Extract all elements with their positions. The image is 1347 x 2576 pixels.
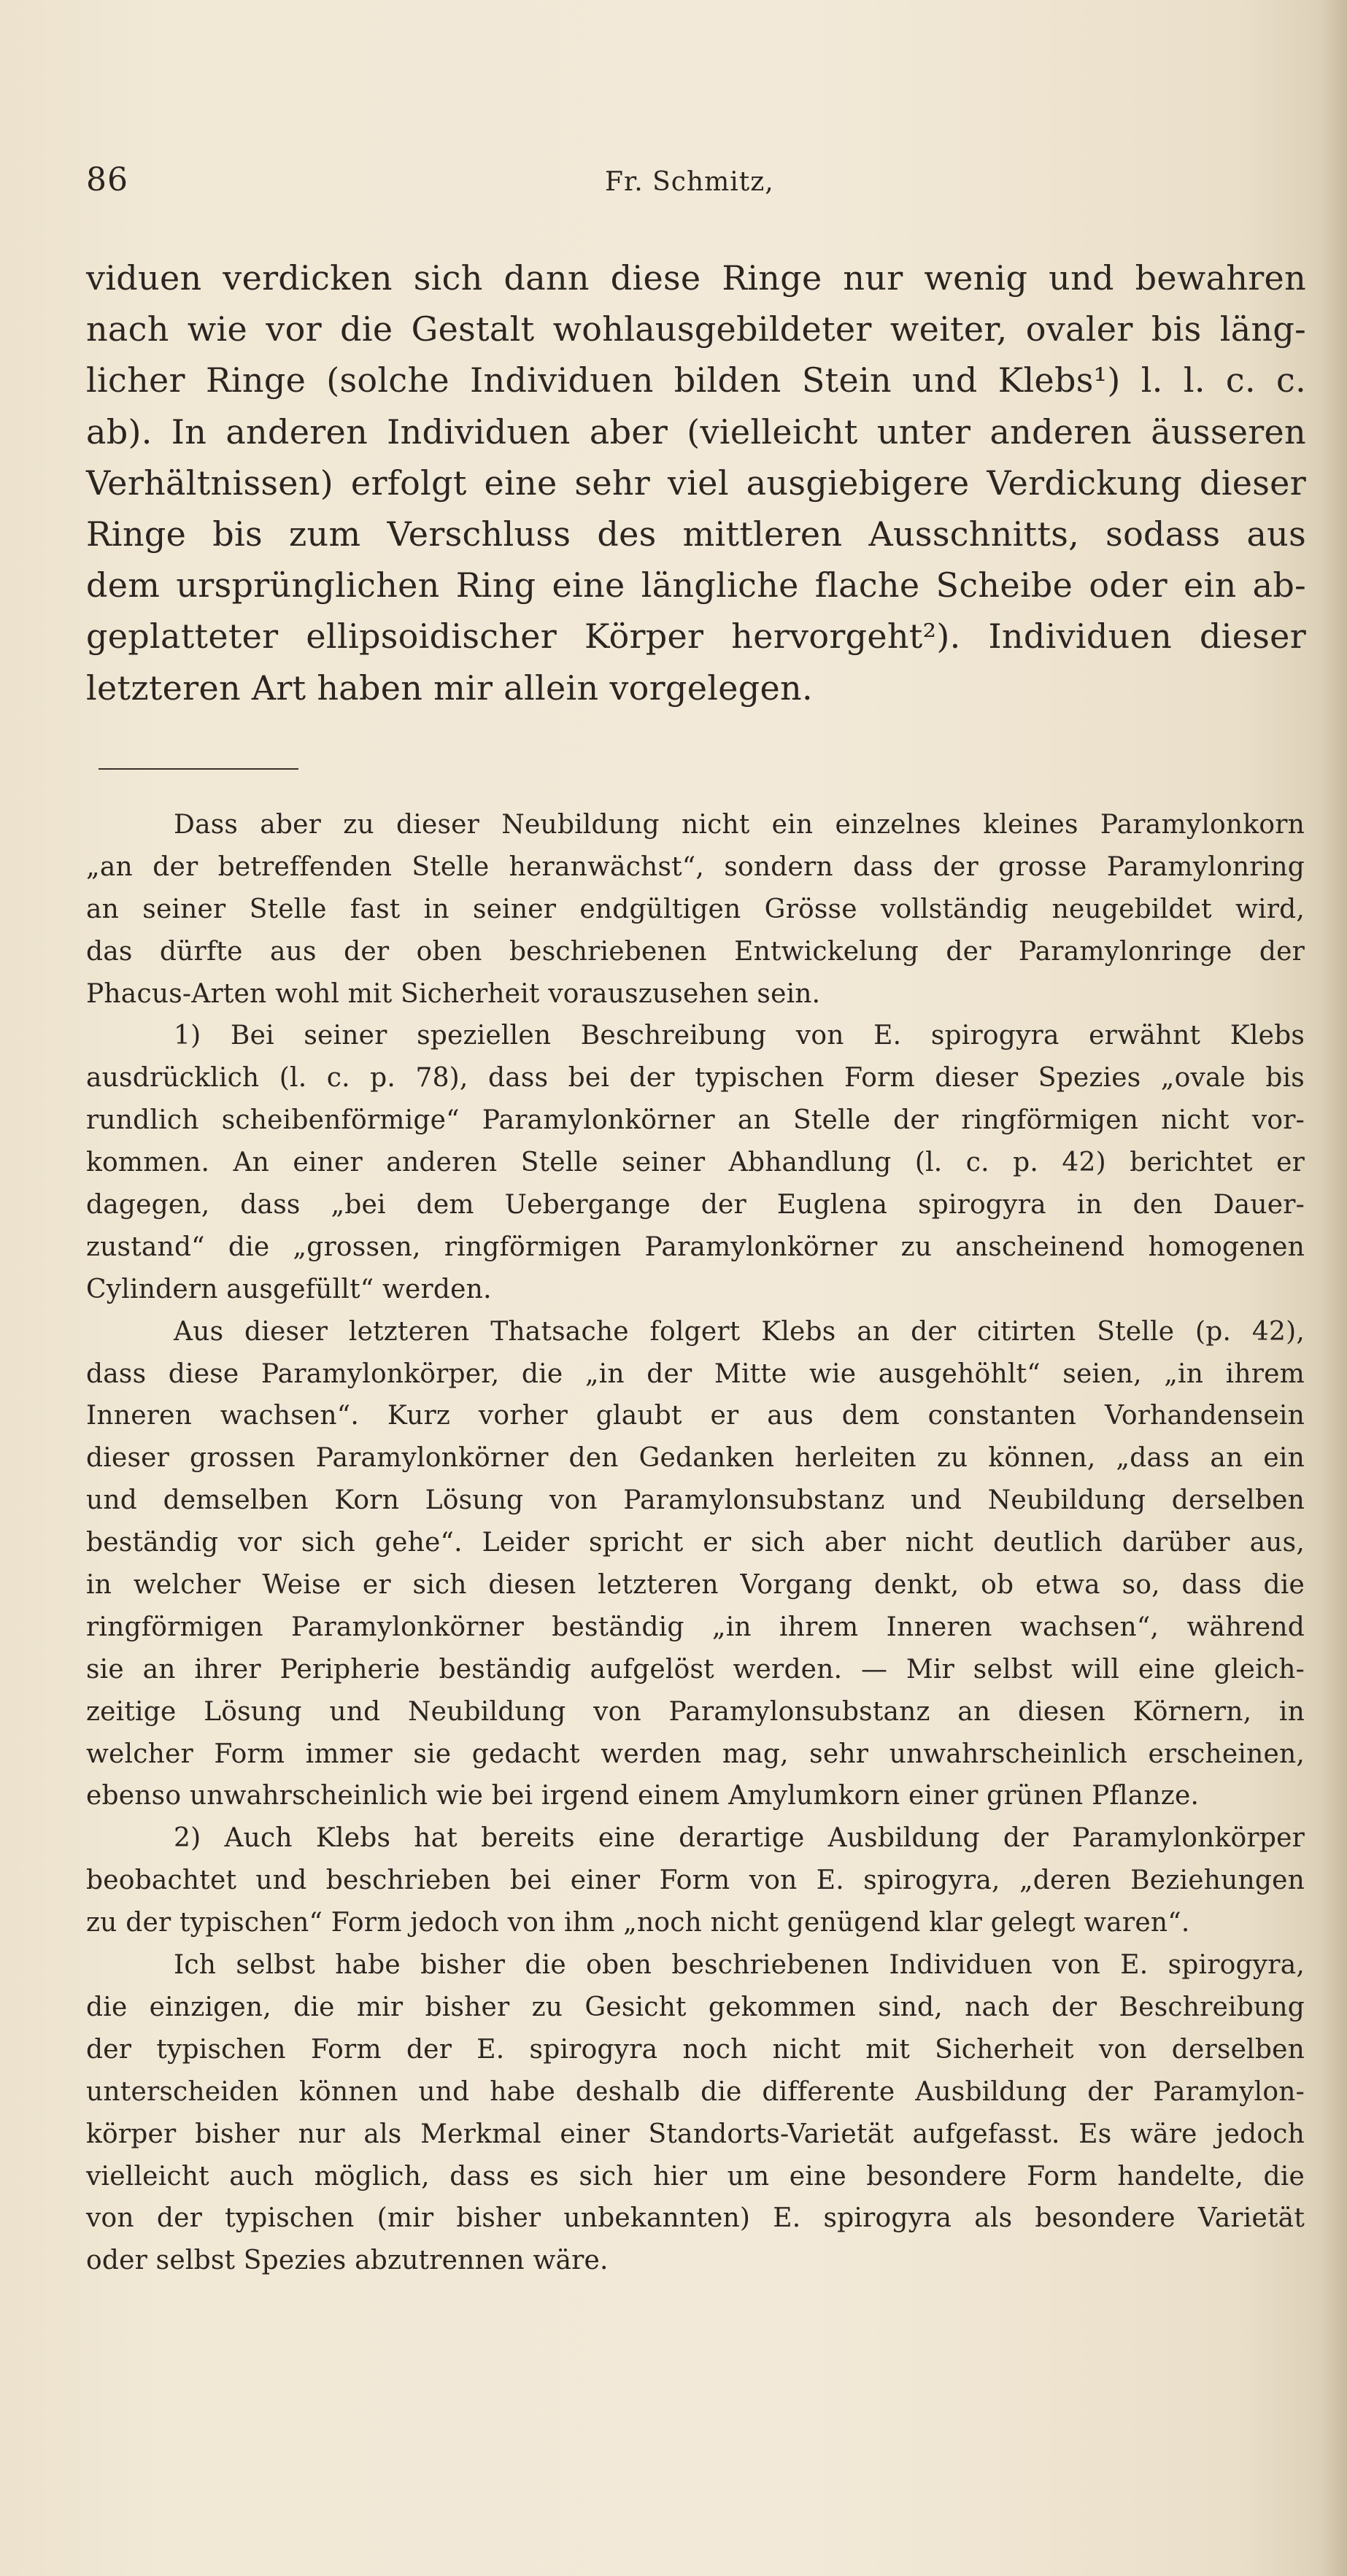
footnote-2-line: oder selbst Spezies abzutrennen wäre. xyxy=(86,2246,609,2276)
running-head xyxy=(86,161,1305,208)
footnote-1-line: ausdrücklich (l. c. p. 78), dass bei der typischen Form dieser Spezies „ovale bis xyxy=(86,1063,1305,1094)
footnote-line: an seiner Stelle fast in seiner endgültigen Grösse vollständig neugebildet wird, xyxy=(86,894,1305,924)
main-text-line: geplatteter ellipsoidischer Körper hervorgeht²). Individuen dieser xyxy=(86,616,1306,657)
main-text-line: letzteren Art haben mir allein vorgelegen. xyxy=(86,668,813,708)
footnote-2-line: Ich selbst habe bisher die oben beschriebenen Individuen von E. spirogyra, xyxy=(174,1950,1305,1981)
footnote-1-line: Inneren wachsen“. Kurz vorher glaubt er aus dem constanten Vorhandensein xyxy=(86,1401,1305,1431)
main-text-line: Ringe bis zum Verschluss des mittleren Ausschnitts, sodass aus xyxy=(86,514,1306,554)
footnote-1-line: kommen. An einer anderen Stelle seiner Abhandlung (l. c. p. 42) berichtet er xyxy=(86,1148,1305,1178)
footnote-1-line: zustand“ die „grossen, ringförmigen Paramylonkörner zu anscheinend homogenen xyxy=(86,1231,1305,1262)
footnote-line: Dass aber zu dieser Neubildung nicht ein einzelnes kleines Paramylonkorn xyxy=(174,810,1305,840)
page-number: 86 xyxy=(86,161,128,198)
footnote-1-line: 1) Bei seiner speziellen Beschreibung von E. spirogyra erwähnt Klebs xyxy=(174,1021,1305,1051)
footnote-1-line: dass diese Paramylonkörper, die „in der Mitte wie ausgehöhlt“ seien, „in ihrem xyxy=(86,1358,1305,1389)
footnote-1-line: Aus dieser letzteren Thatsache folgert Klebs an der citirten Stelle (p. 42), xyxy=(174,1316,1305,1347)
main-text-line: dem ursprünglichen Ring eine längliche flache Scheibe oder ein ab- xyxy=(86,565,1306,606)
footnote-1-line: welcher Form immer sie gedacht werden mag, sehr unwahrscheinlich erscheinen, xyxy=(86,1738,1305,1769)
footnotes xyxy=(86,804,1305,2282)
footnote-1-line: zeitige Lösung und Neubildung von Paramylonsubstanz an diesen Körnern, in xyxy=(86,1696,1305,1727)
footnote-2-line: unterscheiden können und habe deshalb die differente Ausbildung der Paramylon- xyxy=(86,2076,1305,2107)
footnote-1-line: in welcher Weise er sich diesen letzteren Vorgang denkt, ob etwa so, dass die xyxy=(86,1570,1305,1601)
footnote-2-line: beobachtet und beschrieben bei einer Form von E. spirogyra, „deren Beziehungen xyxy=(86,1865,1305,1896)
footnote-1-line: rundlich scheibenförmige“ Paramylonkörner an Stelle der ringförmigen nicht vor- xyxy=(86,1105,1305,1136)
footnote-2-line: zu der typischen“ Form jedoch von ihm „noch nicht genügend klar gelegt waren“. xyxy=(86,1908,1190,1938)
footnote-1-line: beständig vor sich gehe“. Leider spricht er sich aber nicht deutlich darüber aus, xyxy=(86,1528,1305,1558)
footnote-2-line: körper bisher nur als Merkmal einer Standorts-Varietät aufgefasst. Es wäre jedoch xyxy=(86,2119,1305,2149)
main-paragraph xyxy=(86,252,1306,713)
main-text-line: licher Ringe (solche Individuen bilden Stein und Klebs¹) l. l. c. c. xyxy=(86,360,1306,401)
main-text-line: viduen verdicken sich dann diese Ringe nur wenig und bewahren xyxy=(86,258,1306,298)
footnote-2-line: von der typischen (mir bisher unbekannten) E. spirogyra als besondere Varietät xyxy=(86,2203,1305,2234)
footnote-1-line: ebenso unwahrscheinlich wie bei irgend einem Amylumkorn einer grünen Pflanze. xyxy=(86,1781,1200,1811)
footnote-1-line: ringförmigen Paramylonkörner beständig „in ihrem Inneren wachsen“, während xyxy=(86,1612,1305,1642)
footnote-2-line: vielleicht auch möglich, dass es sich hier um eine besondere Form handelte, die xyxy=(86,2161,1305,2192)
footnote-1-line: dieser grossen Paramylonkörner den Gedanken herleiten zu können, „dass an ein xyxy=(86,1443,1305,1474)
footnote-1-line: und demselben Korn Lösung von Paramylonsubstanz und Neubildung derselben xyxy=(86,1485,1305,1516)
main-text-line: ab). In anderen Individuen aber (vielleicht unter anderen äusseren xyxy=(86,411,1306,452)
main-text-line: nach wie vor die Gestalt wohlausgebildeter weiter, ovaler bis läng- xyxy=(86,309,1306,349)
page-binding-shadow xyxy=(1321,0,1347,2576)
footnote-2-line: die einzigen, die mir bisher zu Gesicht gekommen sind, nach der Beschreibung xyxy=(86,1992,1305,2022)
footnote-1-line: Cylindern ausgefüllt“ werden. xyxy=(86,1274,492,1304)
footnote-1-line: dagegen, dass „bei dem Uebergange der Euglena spirogyra in den Dauer- xyxy=(86,1190,1305,1221)
main-text-line: Verhältnissen) erfolgt eine sehr viel ausgiebigere Verdickung dieser xyxy=(86,463,1306,503)
footnote-2-line: 2) Auch Klebs hat bereits eine derartige Ausbildung der Paramylonkörper xyxy=(174,1823,1305,1854)
running-title: Fr. Schmitz, xyxy=(605,167,774,197)
footnote-separator xyxy=(99,768,298,770)
footnote-1-line: sie an ihrer Peripherie beständig aufgelöst werden. — Mir selbst will eine gleich- xyxy=(86,1654,1305,1685)
footnote-2-line: der typischen Form der E. spirogyra noch nicht mit Sicherheit von derselben xyxy=(86,2034,1305,2065)
footnote-line: „an der betreffenden Stelle heranwächst“, sondern dass der grosse Paramylonring xyxy=(86,851,1305,882)
footnote-line: das dürfte aus der oben beschriebenen Entwickelung der Paramylonringe der xyxy=(86,936,1305,967)
footnote-line: Phacus-Arten wohl mit Sicherheit vorauszusehen sein. xyxy=(86,978,821,1009)
